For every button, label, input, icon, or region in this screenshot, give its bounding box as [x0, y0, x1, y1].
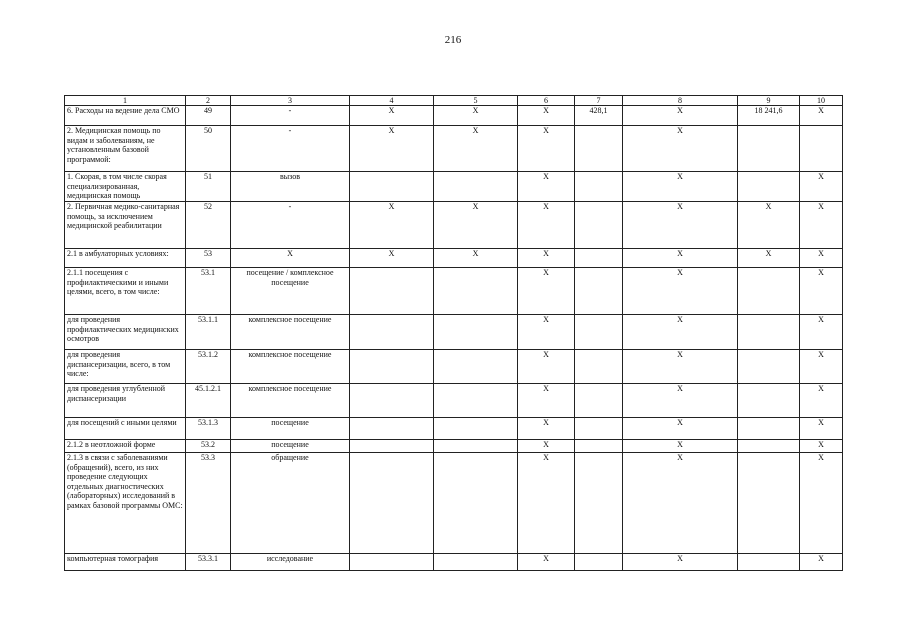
table-header-row — [65, 96, 843, 106]
table-cell: Х — [350, 126, 434, 172]
table-cell: Х — [623, 554, 738, 571]
table-cell — [434, 418, 518, 440]
table-cell: Х — [623, 172, 738, 202]
table-cell: Х — [231, 249, 350, 268]
table-cell — [434, 384, 518, 418]
table-cell — [434, 453, 518, 554]
table-cell: Х — [518, 440, 575, 453]
table-cell: Х — [518, 249, 575, 268]
table-cell: 53.1 — [186, 268, 231, 315]
table-cell: Х — [623, 315, 738, 350]
table-cell: Х — [800, 202, 843, 249]
table-cell — [575, 418, 623, 440]
table-cell — [738, 172, 800, 202]
table-cell: 2. Первичная медико-санитарная помощь, за исключением медицинской реабилитации — [65, 202, 186, 249]
table-cell: посещение — [231, 418, 350, 440]
table-cell: 53 — [186, 249, 231, 268]
table-cell: 53.3 — [186, 453, 231, 554]
table-cell: Х — [518, 418, 575, 440]
table-cell: 6. Расходы на ведение дела СМО — [65, 106, 186, 126]
table-cell — [738, 453, 800, 554]
table-cell: исследование — [231, 554, 350, 571]
table-cell: 53.2 — [186, 440, 231, 453]
header-cell: 5 — [434, 96, 518, 106]
table-cell: Х — [623, 202, 738, 249]
table-cell: Х — [800, 554, 843, 571]
table-cell — [575, 315, 623, 350]
table-cell: компьютерная томография — [65, 554, 186, 571]
table-cell — [738, 350, 800, 384]
table-cell: 51 — [186, 172, 231, 202]
table-cell — [738, 384, 800, 418]
table-cell: 2.1.3 в связи с заболеваниями (обращений), всего, из них проведение следующих отдельных диагностических (лабораторных) исследований в рамках базовой программы ОМС: — [65, 453, 186, 554]
table-cell: Х — [623, 384, 738, 418]
table-cell — [350, 453, 434, 554]
table-cell: Х — [800, 249, 843, 268]
table-row — [65, 126, 843, 172]
table-cell — [434, 350, 518, 384]
table-row — [65, 106, 843, 126]
table-cell: 1. Скорая, в том числе скорая специализированная, медицинская помощь — [65, 172, 186, 202]
table-cell — [575, 384, 623, 418]
table-cell: Х — [623, 249, 738, 268]
table-cell: 2.1 в амбулаторных условиях: — [65, 249, 186, 268]
header-cell: 10 — [800, 96, 843, 106]
table-cell: посещение / комплексное посещение — [231, 268, 350, 315]
table-cell: Х — [623, 126, 738, 172]
table-cell: Х — [518, 268, 575, 315]
table-cell: 18 241,6 — [738, 106, 800, 126]
table-cell — [575, 554, 623, 571]
table-cell — [575, 202, 623, 249]
table-cell: - — [231, 202, 350, 249]
table-cell — [434, 554, 518, 571]
table-cell: 52 — [186, 202, 231, 249]
table-cell — [434, 315, 518, 350]
table-cell — [350, 554, 434, 571]
table-cell — [575, 268, 623, 315]
table-cell — [575, 440, 623, 453]
table-row — [65, 172, 843, 202]
table-cell — [738, 440, 800, 453]
table-cell — [350, 315, 434, 350]
table-row — [65, 440, 843, 453]
table-cell: 2.1.2 в неотложной форме — [65, 440, 186, 453]
table-cell — [350, 172, 434, 202]
header-cell: 1 — [65, 96, 186, 106]
table-cell: Х — [800, 440, 843, 453]
table-cell: Х — [623, 350, 738, 384]
table-cell: для проведения профилактических медицинских осмотров — [65, 315, 186, 350]
table-cell: Х — [623, 418, 738, 440]
table-cell: Х — [800, 453, 843, 554]
table-cell — [350, 418, 434, 440]
table-cell: Х — [800, 418, 843, 440]
table-row — [65, 350, 843, 384]
table-cell: Х — [623, 440, 738, 453]
table-cell: Х — [434, 126, 518, 172]
table-row — [65, 384, 843, 418]
data-table — [64, 95, 843, 571]
table-cell: - — [231, 106, 350, 126]
table-cell — [350, 384, 434, 418]
table-row — [65, 554, 843, 571]
header-cell: 4 — [350, 96, 434, 106]
table-cell: 49 — [186, 106, 231, 126]
table-cell — [738, 268, 800, 315]
table-cell: Х — [434, 106, 518, 126]
table-cell: Х — [800, 268, 843, 315]
table-row — [65, 249, 843, 268]
table-cell — [575, 350, 623, 384]
table-row — [65, 453, 843, 554]
table-cell — [738, 315, 800, 350]
table-cell: комплексное посещение — [231, 315, 350, 350]
table-cell: Х — [800, 350, 843, 384]
table-row — [65, 315, 843, 350]
page-number: 216 — [444, 34, 462, 46]
table-cell: 53.3.1 — [186, 554, 231, 571]
table-cell: Х — [350, 249, 434, 268]
table-cell: Х — [350, 202, 434, 249]
table-cell: комплексное посещение — [231, 384, 350, 418]
table-cell — [738, 126, 800, 172]
table-cell: 50 — [186, 126, 231, 172]
header-cell: 7 — [575, 96, 623, 106]
table-cell: обращение — [231, 453, 350, 554]
header-cell: 8 — [623, 96, 738, 106]
table-cell: Х — [434, 202, 518, 249]
table-cell — [350, 350, 434, 384]
table-cell — [575, 126, 623, 172]
table-cell — [738, 418, 800, 440]
header-cell: 2 — [186, 96, 231, 106]
table-cell: - — [231, 126, 350, 172]
table-cell — [350, 268, 434, 315]
table-row — [65, 202, 843, 249]
table-cell: Х — [518, 350, 575, 384]
table-cell: Х — [800, 106, 843, 126]
table-cell: Х — [434, 249, 518, 268]
table-cell — [575, 249, 623, 268]
table-cell — [434, 172, 518, 202]
table-cell: Х — [800, 384, 843, 418]
header-cell: 6 — [518, 96, 575, 106]
table-cell: Х — [518, 106, 575, 126]
table-cell: для проведения диспансеризации, всего, в том числе: — [65, 350, 186, 384]
table-row — [65, 418, 843, 440]
table-cell — [575, 172, 623, 202]
table-cell: 2.1.1 посещения с профилактическими и иными целями, всего, в том числе: — [65, 268, 186, 315]
table-cell: Х — [738, 202, 800, 249]
table-cell: 53.1.3 — [186, 418, 231, 440]
table-cell: 53.1.1 — [186, 315, 231, 350]
table-cell: Х — [623, 268, 738, 315]
table-cell — [350, 440, 434, 453]
table-cell: 2. Медицинская помощь по видам и заболеваниям, не установленным базовой программой: — [65, 126, 186, 172]
table-cell: комплексное посещение — [231, 350, 350, 384]
table-cell: Х — [800, 315, 843, 350]
table-cell: для проведения углубленной диспансеризации — [65, 384, 186, 418]
table-cell: Х — [738, 249, 800, 268]
table-cell — [434, 440, 518, 453]
table-cell: 45.1.2.1 — [186, 384, 231, 418]
table-cell: Х — [518, 554, 575, 571]
table-cell: посещение — [231, 440, 350, 453]
table-cell: Х — [623, 106, 738, 126]
table-row — [65, 268, 843, 315]
header-cell: 9 — [738, 96, 800, 106]
table-cell — [800, 126, 843, 172]
table-cell: Х — [623, 453, 738, 554]
table-cell: Х — [518, 126, 575, 172]
table-cell: Х — [518, 384, 575, 418]
table-cell: Х — [350, 106, 434, 126]
table-cell: 53.1.2 — [186, 350, 231, 384]
table-cell — [434, 268, 518, 315]
table-cell: Х — [800, 172, 843, 202]
table-body — [65, 96, 843, 571]
table-cell — [738, 554, 800, 571]
header-cell: 3 — [231, 96, 350, 106]
table-cell: Х — [518, 453, 575, 554]
table-cell — [575, 453, 623, 554]
table-cell: 428,1 — [575, 106, 623, 126]
table-cell: Х — [518, 172, 575, 202]
table-cell: Х — [518, 315, 575, 350]
table-cell: вызов — [231, 172, 350, 202]
table-cell: для посещений с иными целями — [65, 418, 186, 440]
table-cell: Х — [518, 202, 575, 249]
